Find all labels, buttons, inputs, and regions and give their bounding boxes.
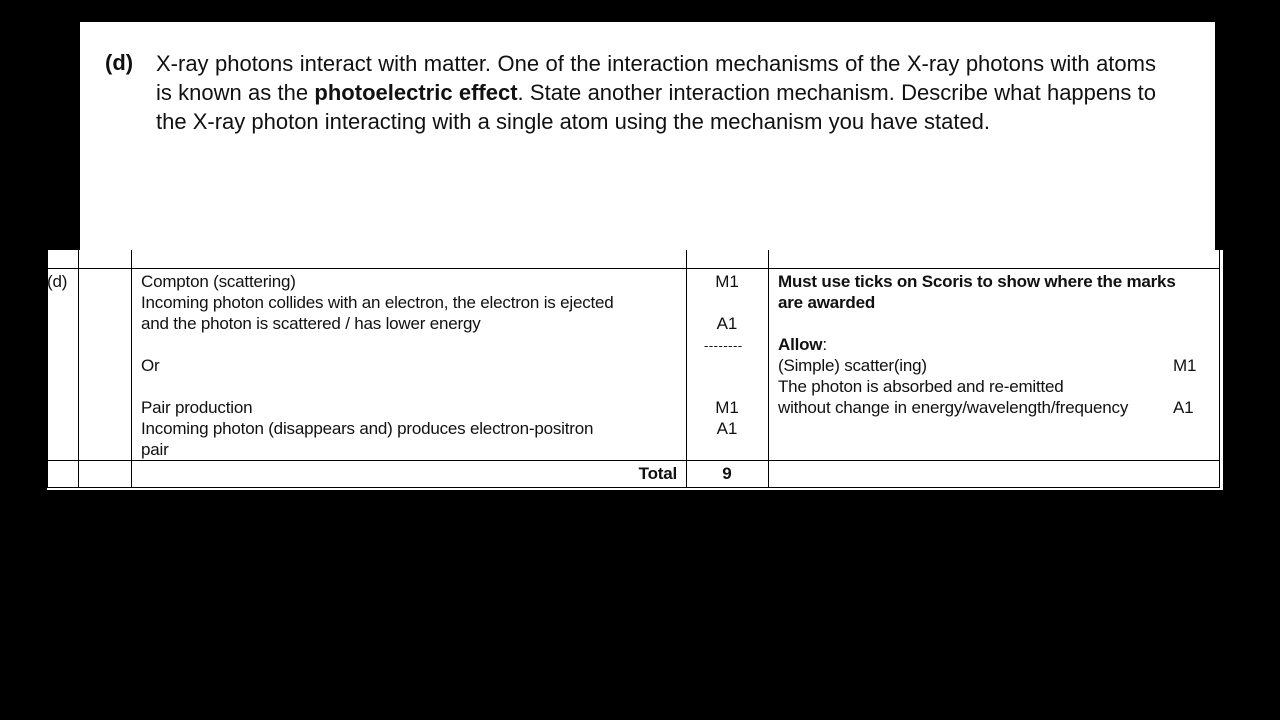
allow-heading: [778, 334, 827, 355]
table-row-border: [47, 460, 1220, 461]
mark-separator: --------: [704, 338, 743, 353]
allow-line: without change in energy/wavelength/frequency: [778, 398, 1129, 417]
answer-line: Incoming photon collides with an electron, the electron is ejected: [141, 293, 614, 312]
mark-value: A1: [716, 419, 738, 438]
question-panel: [80, 22, 1215, 250]
allow-mark: A1: [1173, 398, 1194, 417]
table-divider: [78, 250, 79, 488]
answer-line: Compton (scattering): [141, 272, 296, 291]
table-row-border: [47, 268, 1220, 269]
mark-scheme-table: [47, 250, 1223, 490]
question-text-bold: photoelectric effect: [314, 80, 518, 105]
table-border-bottom: [47, 487, 1220, 488]
total-value: 9: [722, 464, 732, 483]
row-label: (d): [47, 272, 68, 291]
mark-value: A1: [716, 314, 738, 333]
answer-line: pair: [141, 440, 169, 459]
table-divider: [768, 250, 769, 488]
allow-line: The photon is absorbed and re-emitted: [778, 377, 1064, 396]
allow-colon: :: [822, 335, 827, 354]
mark-value: M1: [715, 398, 739, 417]
question-text-part-1: X-ray photons interact with matter. One of the interaction mechanisms of the X-ray photons with atoms is known as the: [156, 51, 1156, 105]
question-label: (d): [105, 50, 134, 75]
allow-label: Allow: [778, 335, 823, 354]
table-border-right: [1219, 250, 1220, 488]
guidance-note: Must use ticks on Scoris to show where the marks are awarded: [778, 272, 1176, 312]
table-divider: [131, 250, 132, 488]
answer-line: and the photon is scattered / has lower energy: [141, 314, 481, 333]
allow-line: (Simple) scatter(ing): [778, 356, 927, 375]
mark-value: M1: [715, 272, 739, 291]
answer-line: Incoming photon (disappears and) produces electron-positron: [141, 419, 594, 438]
question-text-part-2: . State another interaction mechanism. Describe what happens to the X-ray photon interacting with a single atom using the mechanism you have stated.: [156, 80, 1156, 134]
total-label: Total: [638, 464, 677, 483]
answer-line: Or: [141, 356, 160, 375]
answer-line: Pair production: [141, 398, 253, 417]
question-text: [156, 49, 1156, 136]
allow-mark: M1: [1173, 356, 1197, 375]
